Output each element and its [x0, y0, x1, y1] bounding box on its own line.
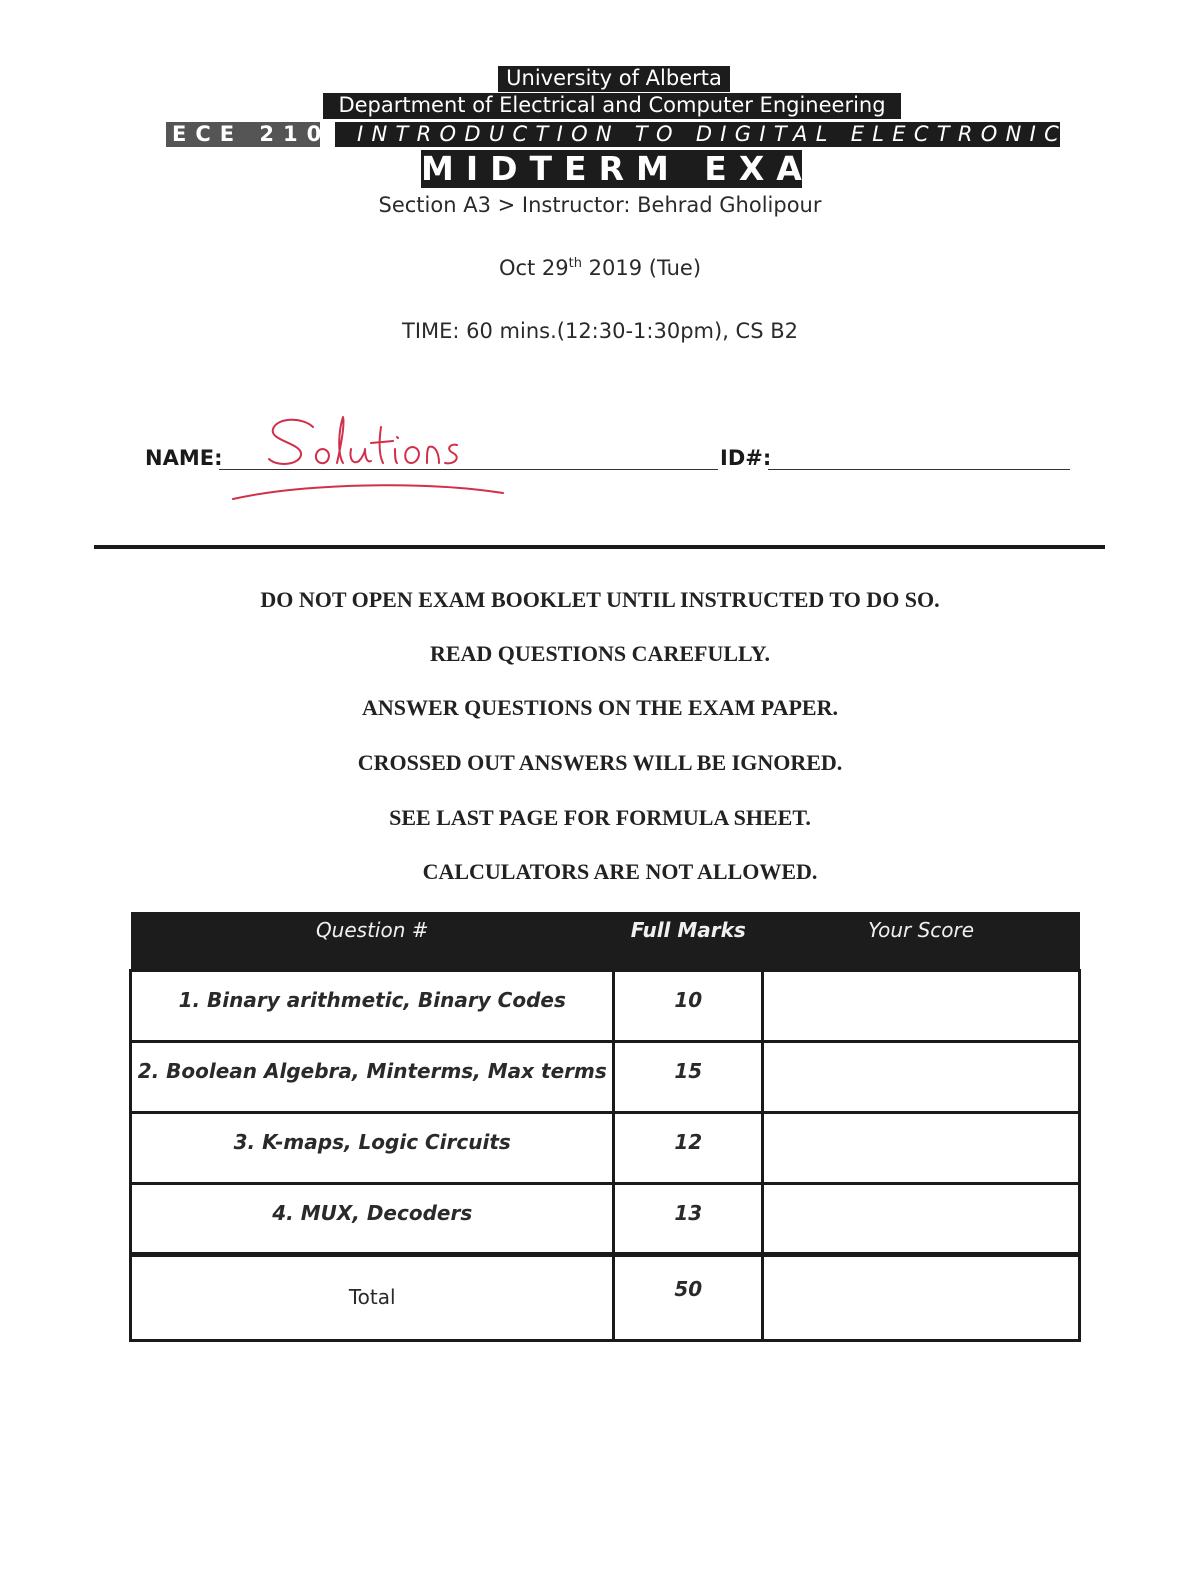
instruction-line: CROSSED OUT ANSWERS WILL BE IGNORED. [357, 750, 843, 775]
date-suffix: 2019 (Tue) [582, 256, 702, 280]
table-row [131, 1112, 1080, 1183]
question-cell: 3. K-maps, Logic Circuits [131, 1112, 614, 1183]
total-label: Total [131, 1254, 614, 1340]
table-header-row [131, 912, 1080, 970]
university-name: University of Alberta [498, 66, 730, 92]
question-cell: 1. Binary arithmetic, Binary Codes [131, 970, 614, 1041]
column-header-your-score: Your Score [763, 912, 1080, 970]
course-name: INTRODUCTION TO DIGITAL ELECTRONICS [335, 122, 1060, 147]
full-marks-cell: 10 [614, 970, 763, 1041]
column-header-question: Question # [131, 912, 614, 970]
instruction-line: SEE LAST PAGE FOR FORMULA SHEET. [389, 805, 811, 830]
score-cell[interactable] [763, 1041, 1080, 1112]
question-cell: 2. Boolean Algebra, Minterms, Max terms [131, 1041, 614, 1112]
instruction-line: CALCULATORS ARE NOT ALLOWED. [422, 859, 818, 884]
instruction-line: READ QUESTIONS CAREFULLY. [429, 641, 771, 666]
id-label: ID#: [720, 446, 772, 470]
marks-table [129, 912, 1081, 1342]
date-superscript: th [568, 256, 582, 271]
exam-time-location: TIME: 60 mins.(12:30-1:30pm), CS B2 [402, 319, 798, 343]
score-cell[interactable] [763, 1112, 1080, 1183]
score-cell[interactable] [763, 1183, 1080, 1254]
question-cell: 4. MUX, Decoders [131, 1183, 614, 1254]
instruction-line: DO NOT OPEN EXAM BOOKLET UNTIL INSTRUCTED TO DO SO. [260, 587, 940, 612]
total-marks-cell: 50 [614, 1254, 763, 1340]
handwritten-solutions-signature [225, 405, 525, 505]
signature-strokes [233, 417, 503, 499]
date-prefix: Oct 29 [498, 256, 569, 280]
table-row [131, 1183, 1080, 1254]
table-row [131, 970, 1080, 1041]
horizontal-divider [94, 545, 1105, 549]
course-code: ECE 210 [166, 122, 320, 147]
score-cell[interactable] [763, 970, 1080, 1041]
full-marks-cell: 12 [614, 1112, 763, 1183]
exam-date [0, 256, 1200, 280]
section-instructor-line: Section A3 > Instructor: Behrad Gholipour [378, 193, 822, 217]
full-marks-cell: 15 [614, 1041, 763, 1112]
id-field[interactable] [768, 469, 1070, 470]
instruction-line: ANSWER QUESTIONS ON THE EXAM PAPER. [362, 695, 838, 720]
full-marks-cell: 13 [614, 1183, 763, 1254]
handwritten-name [225, 405, 525, 505]
column-header-full-marks: Full Marks [614, 912, 763, 970]
table-row [131, 1041, 1080, 1112]
department-name: Department of Electrical and Computer Engineering [323, 93, 901, 119]
name-label: NAME: [145, 446, 223, 470]
total-row [131, 1254, 1080, 1340]
total-score-cell[interactable] [763, 1254, 1080, 1340]
exam-title: MIDTERM EXAM [421, 149, 859, 188]
